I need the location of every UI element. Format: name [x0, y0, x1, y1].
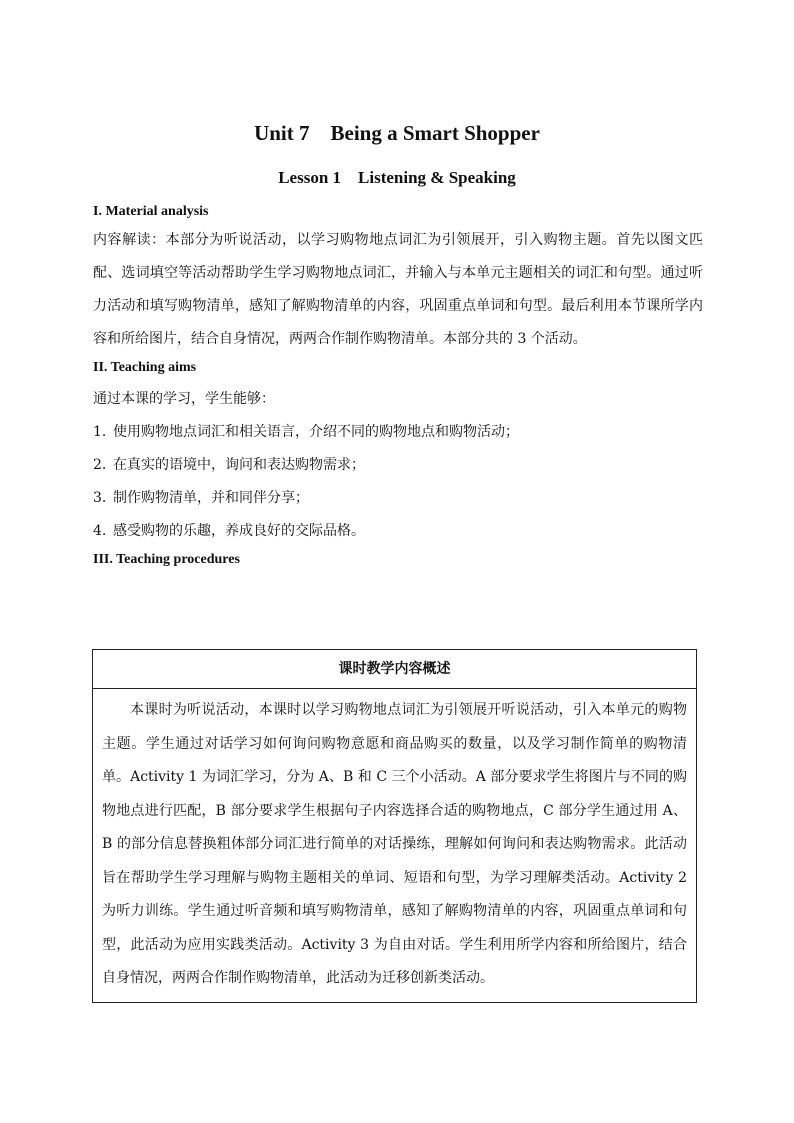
lesson-overview-header: 课时教学内容概述: [93, 650, 696, 689]
teaching-aim-number: 4.: [93, 523, 107, 539]
teaching-aim-text: 感受购物的乐趣，养成良好的交际品格。: [113, 523, 365, 539]
teaching-aim-text: 使用购物地点词汇和相关语言，介绍不同的购物地点和购物活动；: [113, 424, 519, 440]
document-content: [93, 200, 703, 572]
lesson-title: Lesson 1 Listening & Speaking: [278, 168, 516, 187]
unit-title: Unit 7 Being a Smart Shopper: [254, 121, 540, 145]
teaching-aim-text: 在真实的语境中，询问和表达购物需求；: [113, 457, 365, 473]
teaching-aim-text: 制作购物清单，并和同伴分享；: [113, 490, 309, 506]
material-analysis-heading: I. Material analysis: [93, 204, 209, 219]
lesson-overview-table: [92, 649, 697, 1003]
teaching-aim-item: [93, 416, 703, 449]
teaching-aims-heading: II. Teaching aims: [93, 360, 197, 375]
teaching-aim-item: [93, 515, 703, 548]
teaching-aim-number: 1.: [93, 424, 107, 440]
teaching-aims-intro: 通过本课的学习，学生能够：: [93, 391, 275, 407]
lesson-overview-body: 本课时为听说活动，本课时以学习购物地点词汇为引领展开听说活动，引入本单元的购物主题。学生通过对话学习如何询问购物意愿和商品购买的数量，以及学习制作简单的购物清单。Activity 1 为词汇学习，分为 A、B 和 C 三个小活动。A 部分要求学生将图片与不同的购物地点进行匹配，B 部分要求学生根据句子内容选择合适的购物地点，C 部分学生通过用 A、B 的部分信息替换粗体部分词汇进行简单的对话操练，理解如何询问和表达购物需求。此活动旨在帮助学生学习理解与购物主题相关的单词、短语和句型，为学习理解类活动。Activity 2 为听力训练。学生通过听音频和填写购物清单，感知了解购物清单的内容，巩固重点单词和句型，此活动为应用实践类活动。Activity 3 为自由对话。学生利用所学内容和所给图片，结合自身情况，两两合作制作购物清单，此活动为迁移创新类活动。: [102, 702, 687, 986]
teaching-aim-number: 3.: [93, 490, 107, 506]
teaching-aim-number: 2.: [93, 457, 107, 473]
teaching-aim-item: [93, 449, 703, 482]
material-analysis-text: 内容解读：本部分为听说活动，以学习购物地点词汇为引领展开，引入购物主题。首先以图文匹配、选词填空等活动帮助学生学习购物地点词汇，并输入与本单元主题相关的词汇和句型。通过听力活动和填写购物清单，感知了解购物清单的内容，巩固重点单词和句型。最后利用本节课所学内容和所给图片，结合自身情况，两两合作制作购物清单。本部分共的 3 个活动。: [93, 232, 703, 347]
teaching-aim-item: [93, 482, 703, 515]
teaching-procedures-heading: III. Teaching procedures: [93, 552, 240, 567]
